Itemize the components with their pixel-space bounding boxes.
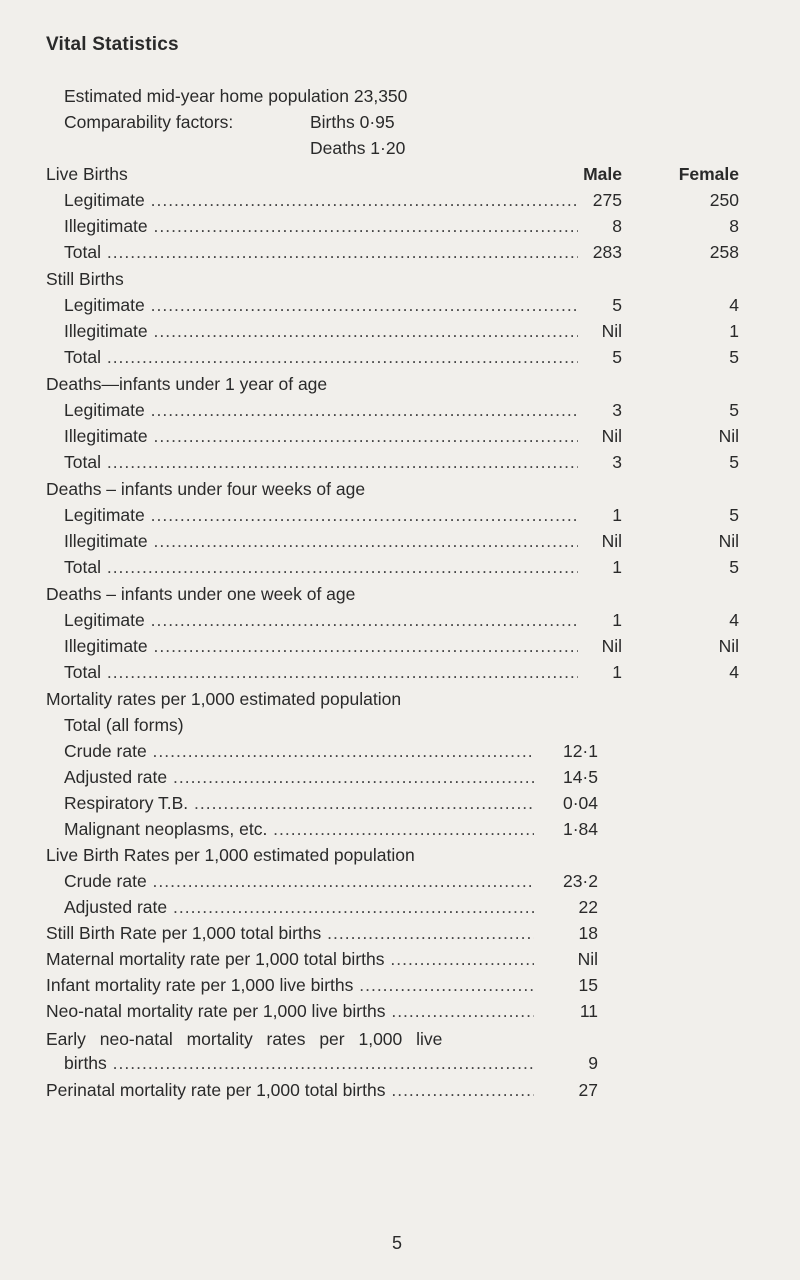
rate-label: Respiratory T.B. .....	[64, 790, 534, 816]
row-label: Illegitimate .....	[64, 213, 578, 239]
row-label: Legitimate .....	[64, 292, 578, 318]
female-value: 4	[729, 662, 739, 682]
table-row	[0, 659, 800, 685]
table-row	[0, 239, 800, 265]
rate-row	[0, 868, 800, 894]
table-row	[0, 502, 800, 528]
comparability-label: Comparability factors:	[64, 112, 234, 132]
table-row	[0, 292, 800, 318]
section-subheading: Total (all forms)	[64, 715, 184, 735]
rate-label: Infant mortality rate per 1,000 live births .....	[46, 972, 534, 998]
male-value: 1	[612, 610, 622, 630]
rate-value: 22	[578, 897, 598, 917]
table-row	[0, 318, 800, 344]
male-value: Nil	[601, 321, 622, 341]
section-heading-row	[0, 842, 800, 868]
male-value: 3	[612, 452, 622, 472]
rate-value: 27	[578, 1080, 598, 1100]
female-value: 5	[729, 557, 739, 577]
rate-label: Still Birth Rate per 1,000 total births .....	[46, 920, 534, 946]
rate-row	[0, 920, 800, 946]
rate-label: Perinatal mortality rate per 1,000 total births .....	[46, 1077, 534, 1103]
row-label: Legitimate .....	[64, 607, 578, 633]
female-value: Nil	[718, 426, 739, 446]
female-column-header: Female	[678, 164, 739, 184]
male-value: 275	[592, 190, 622, 210]
rate-row-line-2	[0, 1050, 800, 1076]
section-heading-row	[0, 476, 800, 502]
rate-label: Crude rate .....	[64, 738, 534, 764]
rate-label: Maternal mortality rate per 1,000 total births .....	[46, 946, 534, 972]
rate-row	[0, 998, 800, 1024]
rate-row	[0, 894, 800, 920]
rate-label: Malignant neoplasms, etc. .....	[64, 816, 534, 842]
female-value: 5	[729, 452, 739, 472]
table-row	[0, 449, 800, 475]
male-value: 1	[612, 505, 622, 525]
row-label: Legitimate .....	[64, 187, 578, 213]
section-heading-row	[0, 266, 800, 292]
rate-label-continuation: births .....	[64, 1050, 534, 1076]
section-heading: Still Births	[46, 269, 124, 289]
rate-label: Adjusted rate .....	[64, 894, 534, 920]
male-value: Nil	[601, 426, 622, 446]
subheading-row	[0, 712, 800, 738]
rate-value: 14·5	[562, 767, 598, 787]
row-label: Legitimate .....	[64, 502, 578, 528]
comparability-deaths: Deaths 1·20	[310, 138, 406, 158]
section-heading: Mortality rates per 1,000 estimated population	[46, 689, 402, 709]
female-value: 5	[729, 505, 739, 525]
rate-row	[0, 764, 800, 790]
table-row	[0, 633, 800, 659]
table-row	[0, 187, 800, 213]
female-value: 8	[729, 216, 739, 236]
section-heading: Deaths – infants under four weeks of age	[46, 479, 366, 499]
female-value: 5	[729, 400, 739, 420]
rate-label: Crude rate .....	[64, 868, 534, 894]
male-value: 3	[612, 400, 622, 420]
rate-row	[0, 946, 800, 972]
female-value: 5	[729, 347, 739, 367]
row-label: Illegitimate .....	[64, 633, 578, 659]
row-label: Illegitimate .....	[64, 318, 578, 344]
rate-value: 11	[579, 1001, 598, 1021]
rate-row	[0, 816, 800, 842]
rate-value: Nil	[577, 949, 598, 969]
rate-value: 23·2	[562, 871, 598, 891]
table-row	[0, 423, 800, 449]
rate-row	[0, 972, 800, 998]
rate-value: 12·1	[562, 741, 598, 761]
row-label: Legitimate .....	[64, 397, 578, 423]
female-value: Nil	[718, 531, 739, 551]
row-label: Total .....	[64, 239, 578, 265]
female-value: Nil	[718, 636, 739, 656]
rate-label: Adjusted rate .....	[64, 764, 534, 790]
rate-value: 18	[578, 923, 598, 943]
section-heading-row	[0, 686, 800, 712]
female-value: 1	[729, 321, 739, 341]
population-line: Estimated mid-year home population 23,350	[64, 86, 408, 106]
male-value: 1	[612, 662, 622, 682]
table-row	[0, 554, 800, 580]
section-heading-row	[0, 581, 800, 607]
male-value: 5	[612, 347, 622, 367]
female-value: 250	[709, 190, 739, 210]
row-label: Total .....	[64, 554, 578, 580]
section-heading: Deaths—infants under 1 year of age	[46, 374, 328, 394]
rate-row-line-1	[0, 1026, 800, 1052]
live-births-header-row	[0, 161, 800, 187]
female-value: 4	[729, 610, 739, 630]
table-row	[0, 213, 800, 239]
table-row	[0, 607, 800, 633]
male-value: 5	[612, 295, 622, 315]
male-value: Nil	[601, 531, 622, 551]
male-value: Nil	[601, 636, 622, 656]
row-label: Total .....	[64, 344, 578, 370]
rate-value: 0·04	[562, 793, 598, 813]
section-heading: Deaths – infants under one week of age	[46, 584, 356, 604]
page-title: Vital Statistics	[46, 34, 179, 55]
row-label: Total .....	[64, 659, 578, 685]
comparability-births: Births 0·95	[310, 112, 395, 132]
section-heading: Live Births	[46, 164, 128, 184]
rate-value: 15	[578, 975, 598, 995]
male-value: 8	[612, 216, 622, 236]
page-number: 5	[392, 1233, 403, 1253]
rate-row	[0, 790, 800, 816]
rate-row	[0, 738, 800, 764]
male-column-header: Male	[583, 164, 622, 184]
section-heading-row	[0, 371, 800, 397]
rate-value: 9	[588, 1053, 598, 1073]
rate-value: 1·84	[562, 819, 598, 839]
section-heading: Live Birth Rates per 1,000 estimated population	[46, 845, 415, 865]
female-value: 258	[709, 242, 739, 262]
table-row	[0, 528, 800, 554]
table-row	[0, 344, 800, 370]
female-value: 4	[729, 295, 739, 315]
rate-label: Neo-natal mortality rate per 1,000 live births .....	[46, 998, 534, 1024]
male-value: 283	[592, 242, 622, 262]
row-label: Illegitimate .....	[64, 528, 578, 554]
row-label: Illegitimate .....	[64, 423, 578, 449]
rate-row	[0, 1077, 800, 1103]
row-label: Total .....	[64, 449, 578, 475]
male-value: 1	[612, 557, 622, 577]
rate-label: Early neo-natal mortality rates per 1,000 live	[46, 1029, 443, 1049]
table-row	[0, 397, 800, 423]
